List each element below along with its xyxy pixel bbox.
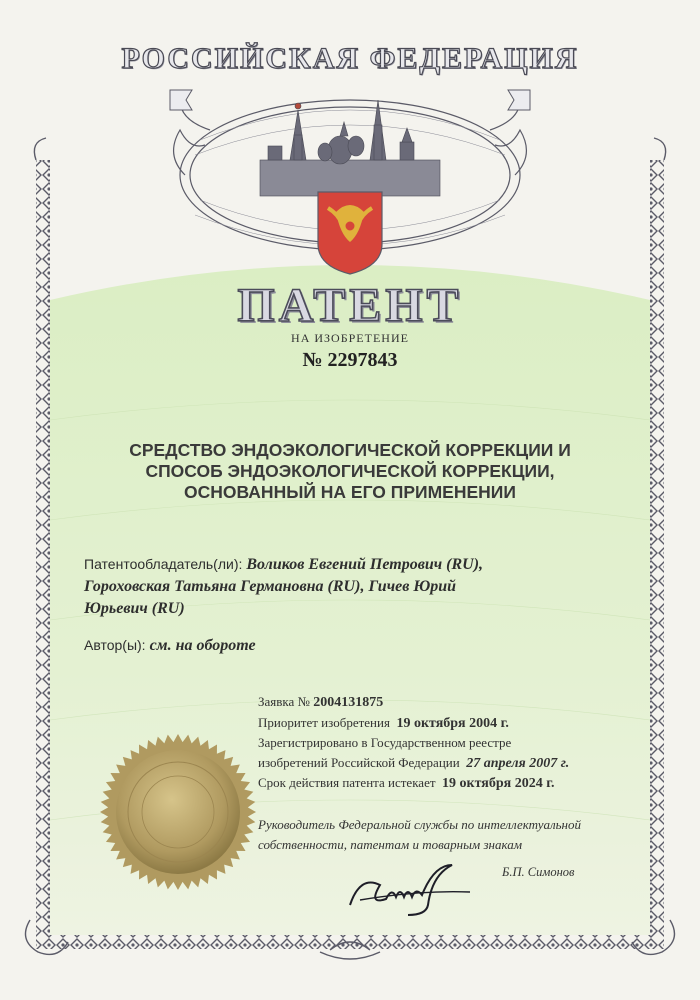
patent-number: № 2297843	[302, 349, 398, 371]
holders-line: Гороховская Татьяна Германовна (RU), Гичев Юрий	[84, 578, 457, 595]
priority-date: 19 октября 2004 г.	[396, 715, 509, 731]
official-name: Б.П. Симонов	[502, 865, 575, 879]
invention-title-line: СРЕДСТВО ЭНДОЭКОЛОГИЧЕСКОЙ КОРРЕКЦИИ И	[129, 440, 571, 460]
registered-date: 27 апреля 2007 г.	[466, 755, 570, 771]
document-type-title: ПАТЕНТ	[237, 279, 463, 332]
application-number: 2004131875	[313, 695, 384, 710]
header-country-title: РОССИЙСКАЯ ФЕДЕРАЦИЯ	[121, 42, 579, 75]
invention-title-line: ОСНОВАННЫЙ НА ЕГО ПРИМЕНЕНИИ	[184, 482, 516, 502]
invention-title	[100, 440, 600, 503]
registered-line: Зарегистрировано в Государственном реестре	[258, 735, 512, 750]
application-label: Заявка №	[258, 694, 310, 709]
document-subtitle: НА ИЗОБРЕТЕНИЕ	[291, 331, 409, 345]
coat-of-arms-icon	[318, 192, 382, 274]
holders-line: Юрьевич (RU)	[84, 600, 185, 617]
expiry-label: Срок действия патента истекает	[258, 775, 436, 790]
official-line: Руководитель Федеральной службы по интеллектуальной	[258, 817, 582, 832]
authors	[84, 637, 256, 655]
gold-seal	[88, 722, 268, 902]
holders-label: Патентообладатель(ли):	[84, 556, 243, 572]
state-emblem	[140, 80, 560, 280]
invention-title-line: СПОСОБ ЭНДОЭКОЛОГИЧЕСКОЙ КОРРЕКЦИИ,	[145, 461, 555, 481]
right-frame-border	[650, 160, 664, 935]
signature	[340, 860, 510, 920]
priority-label: Приоритет изобретения	[258, 714, 390, 730]
authors-label: Автор(ы):	[84, 637, 146, 653]
official-title	[258, 815, 638, 855]
official-line: собственности, патентам и товарным знакам	[258, 837, 523, 852]
registered-line: изобретений Российской Федерации	[258, 754, 460, 770]
left-frame-border	[36, 160, 50, 935]
patent-holders	[84, 553, 604, 620]
holders-line: Воликов Евгений Петрович (RU),	[246, 556, 484, 573]
registration-info	[258, 692, 618, 794]
expiry-date: 19 октября 2024 г.	[442, 776, 555, 791]
authors-value: см. на обороте	[149, 637, 256, 654]
